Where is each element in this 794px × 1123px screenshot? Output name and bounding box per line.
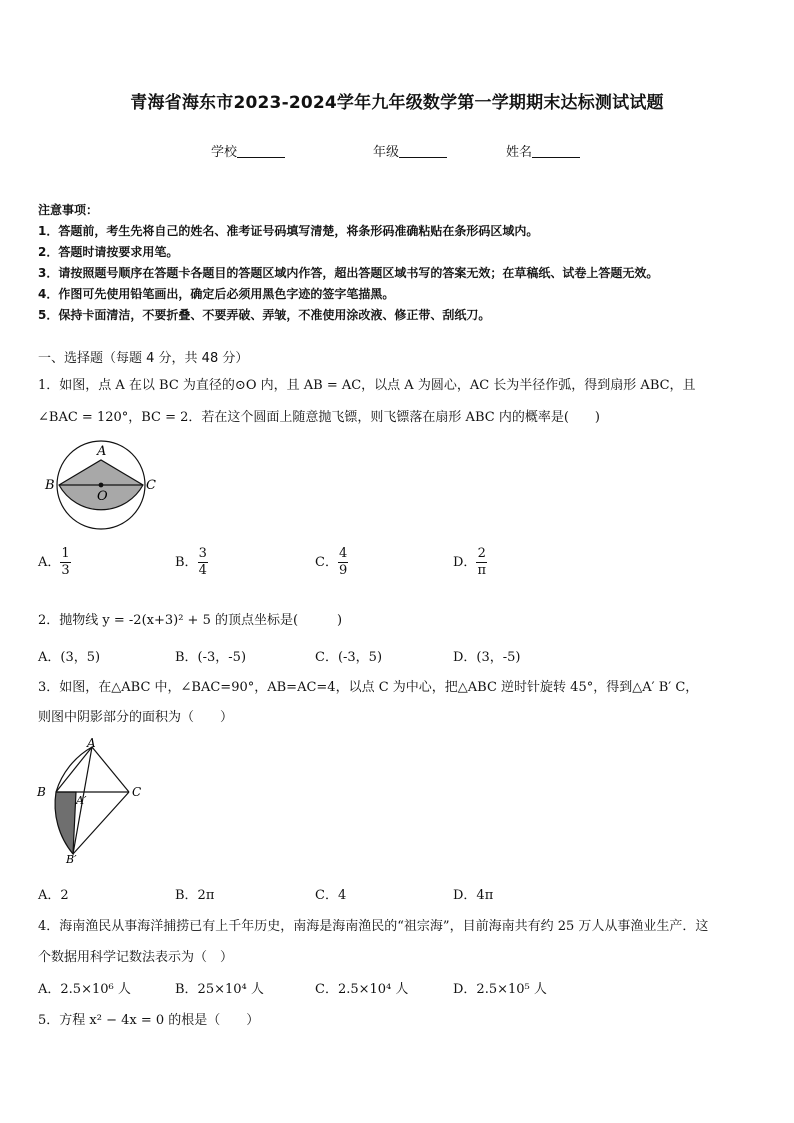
shaded-region: [55, 792, 76, 854]
name-field: [506, 141, 580, 160]
label-b-prime: B′: [66, 853, 77, 866]
grade-field: [373, 141, 447, 160]
notes-item: 4．作图可先使用铅笔画出，确定后必须用黑色字迹的签字笔描黑。: [38, 287, 395, 301]
q1-option-c: C． $\frac{4}{9}$: [315, 546, 348, 578]
notes-block: [38, 200, 658, 326]
section-heading: 一、选择题（每题 4 分，共 48 分）: [38, 351, 249, 366]
school-label: 学校: [211, 145, 238, 160]
notes-item: 1．答题前，考生先将自己的姓名、准考证号码填写清楚，将条形码准确粘贴在条形码区域内。: [38, 224, 539, 238]
label-a-prime: A′: [76, 794, 87, 807]
center-point: [99, 483, 104, 488]
q3-line1: 3．如图，在△ABC 中，∠BAC=90°，AB=AC=4，以点 C 为中心，把△ABC 逆时针旋转 45°，得到△A′ B′ C，: [38, 680, 699, 695]
q3-option-a: A．2: [38, 888, 69, 903]
notes-heading: 注意事项：: [38, 203, 99, 217]
q4-option-b: B．25×10⁴ 人: [175, 982, 264, 997]
q2-option-b: B．(-3，-5): [175, 650, 247, 665]
notes-item: 5．保持卡面清洁，不要折叠、不要弄破、弄皱，不准使用涂改液、修正带、刮纸刀。: [38, 308, 491, 322]
label-a: A: [87, 736, 96, 750]
name-blank: [532, 145, 580, 158]
school-blank: [237, 145, 285, 158]
q5-text: 5．方程 x² − 4x = 0 的根是（ ）: [38, 1013, 260, 1028]
q1-option-a: A． $\frac{1}{3}$: [38, 546, 70, 578]
side-ac: [92, 747, 129, 792]
label-c: C: [146, 478, 156, 493]
q4-line2: 个数据用科学记数法表示为（ ）: [38, 950, 234, 965]
q3-figure: [36, 736, 148, 866]
q2-option-c: C．(-3，5): [315, 650, 383, 665]
q1-line1: 1．如图，点 A 在以 BC 为直径的⊙O 内，且 AB = AC，以点 A 为圆心，AC 长为半径作弧，得到扇形 ABC，且: [38, 378, 696, 393]
school-field: [211, 141, 285, 160]
q1-option-b: B． $\frac{3}{4}$: [175, 546, 207, 578]
q1-figure: [40, 438, 170, 534]
label-b: B: [37, 785, 46, 799]
side-ab: [56, 747, 92, 792]
notes-item: 2．答题时请按要求用笔。: [38, 245, 179, 259]
grade-label: 年级: [373, 145, 400, 160]
grade-blank: [399, 145, 447, 158]
q1-option-d: D． $\frac{2}{\pi}$: [453, 546, 486, 578]
label-o: O: [97, 489, 108, 504]
label-b: B: [45, 478, 55, 493]
label-a: A: [97, 444, 107, 459]
name-label: 姓名: [506, 145, 533, 160]
q3-option-b: B．2π: [175, 888, 215, 903]
q1-line2: ∠BAC = 120°，BC = 2．若在这个圆面上随意抛飞镖，则飞镖落在扇形 ABC 内的概率是( ): [38, 410, 600, 425]
notes-item: 3．请按照题号顺序在答题卡各题目的答题区域内作答，超出答题区域书写的答案无效；在草稿纸、试卷上答题无效。: [38, 266, 659, 280]
q4-line1: 4．海南渔民从事海洋捕捞已有上千年历史，南海是海南渔民的“祖宗海”，目前海南共有约 25 万人从事渔业生产．这: [38, 919, 709, 934]
q2-option-d: D．(3，-5): [453, 650, 521, 665]
label-c: C: [132, 785, 142, 799]
q3-option-c: C．4: [315, 888, 347, 903]
q4-option-c: C．2.5×10⁴ 人: [315, 982, 409, 997]
page-title: 青海省海东市2023-2024学年九年级数学第一学期期末达标测试试题: [130, 93, 664, 113]
q2-text: 2．抛物线 y = -2(x+3)² + 5 的顶点坐标是( ): [38, 613, 343, 628]
q2-option-a: A．(3，5): [38, 650, 101, 665]
q3-option-d: D．4π: [453, 888, 494, 903]
q3-line2: 则图中阴影部分的面积为（ ）: [38, 710, 234, 725]
q4-option-a: A．2.5×10⁶ 人: [38, 982, 131, 997]
q4-option-d: D．2.5×10⁵ 人: [453, 982, 547, 997]
